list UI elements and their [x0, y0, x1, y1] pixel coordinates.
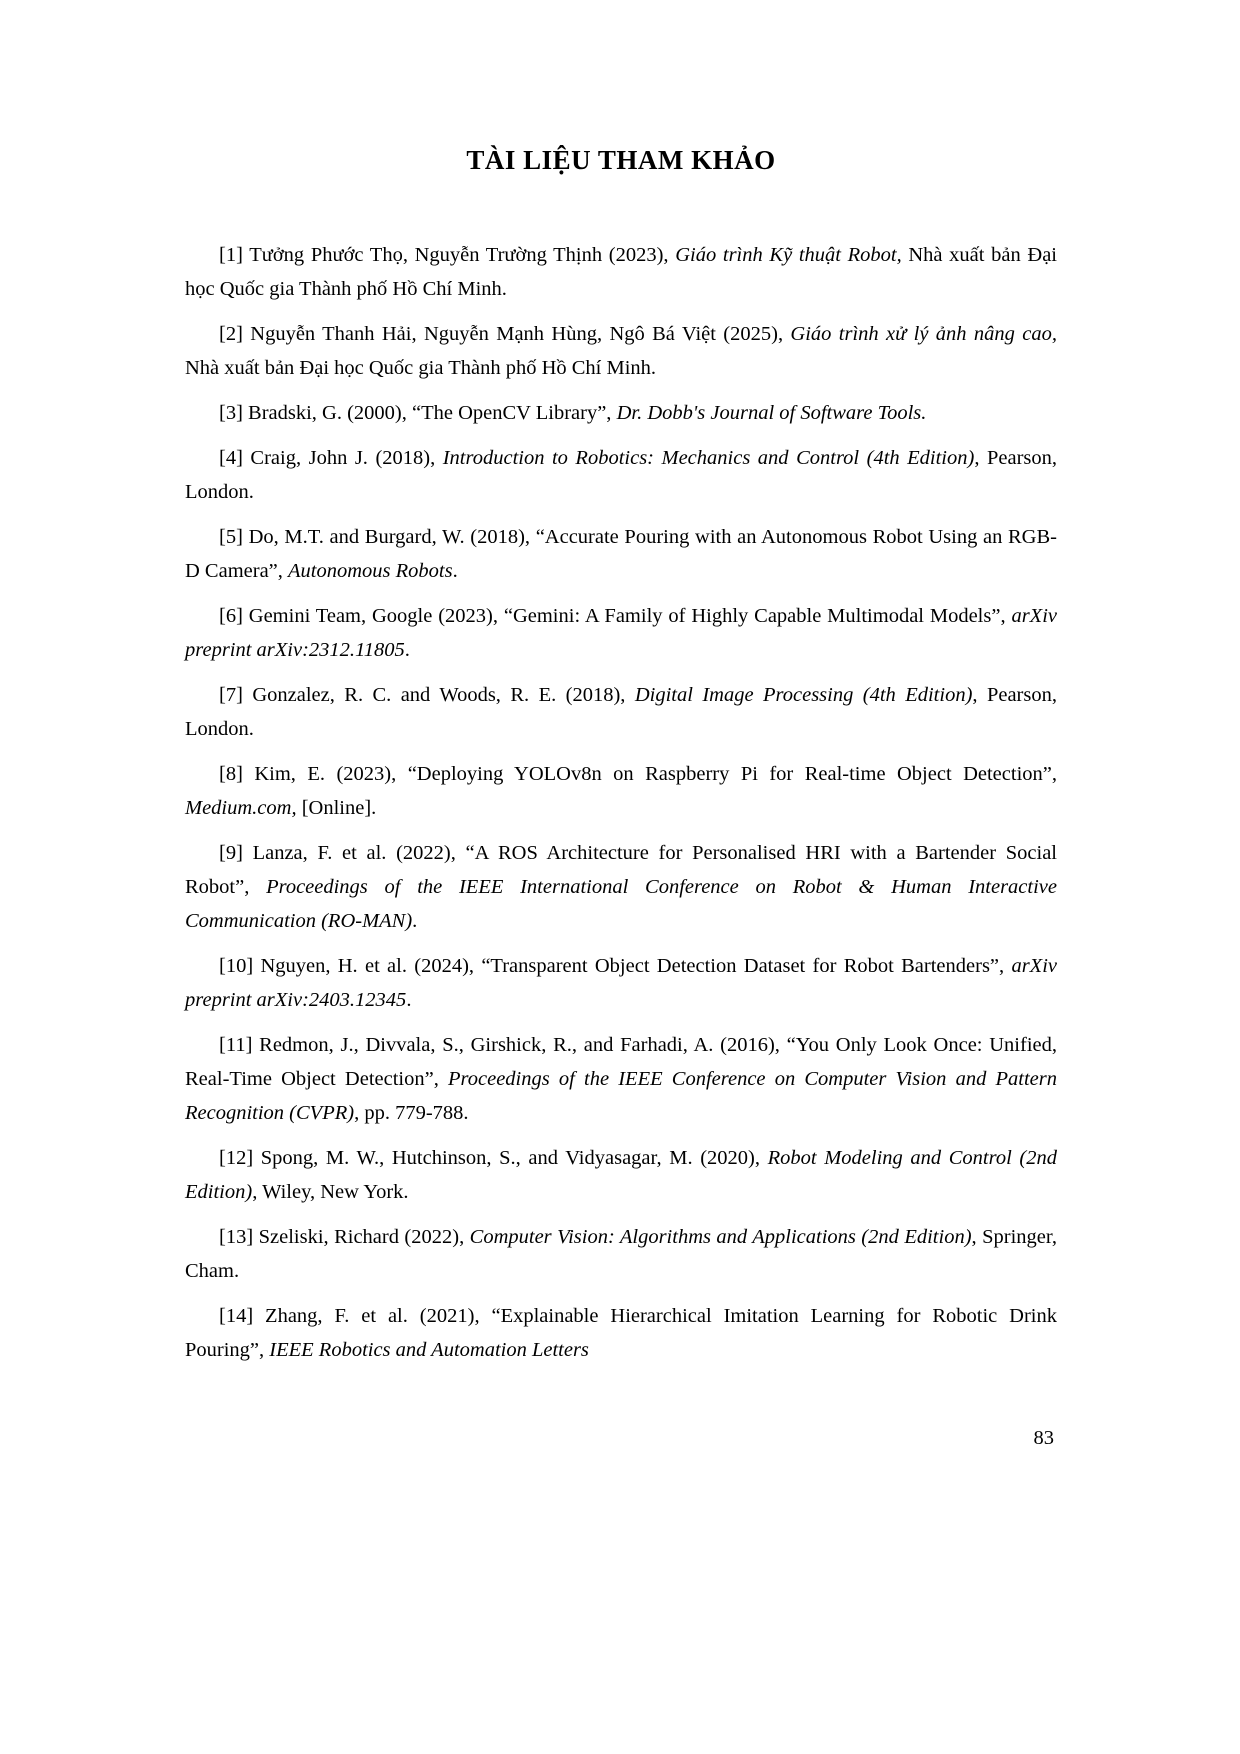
reference-work-title: Medium.com,: [185, 797, 297, 819]
reference-text: , Wiley, New York.: [252, 1181, 409, 1203]
page-title: TÀI LIỆU THAM KHẢO: [466, 145, 776, 175]
reference-text: Nhà xuất bản Đại học Quốc gia Thành phố Hồ Chí Minh.: [185, 244, 1057, 300]
reference-work-title: arXiv preprint arXiv:2312.11805: [185, 605, 1057, 661]
reference-text: [6] Gemini Team, Google (2023), “Gemini: A Family of Highly Capable Multimodal Models”,: [219, 605, 1012, 627]
reference-text: .: [404, 639, 410, 661]
reference-text: [14] Zhang, F. et al. (2021), “Explainable Hierarchical Imitation Learning for Robotic Drink Pouring”,: [185, 1305, 1057, 1361]
reference-work-title: Introduction to Robotics: Mechanics and Control (4th Edition): [442, 447, 975, 469]
reference-text: [10] Nguyen, H. et al. (2024), “Transparent Object Detection Dataset for Robot Bartenders”,: [219, 955, 1012, 977]
reference-text: [1] Tưởng Phước Thọ, Nguyễn Trường Thịnh (2023),: [219, 244, 676, 266]
reference-work-title: arXiv preprint arXiv:2403.12345: [185, 955, 1057, 1011]
reference-text: [3] Bradski, G. (2000), “The OpenCV Library”,: [219, 402, 617, 424]
reference-item: [185, 599, 1057, 667]
reference-item: [185, 757, 1057, 825]
reference-work-title: Giáo trình xử lý ảnh nâng cao,: [790, 323, 1057, 345]
reference-text: [9] Lanza, F. et al. (2022), “A ROS Architecture for Personalised HRI with a Bartender Social Robot”,: [185, 842, 1057, 898]
reference-text: [12] Spong, M. W., Hutchinson, S., and Vidyasagar, M. (2020),: [219, 1147, 768, 1169]
reference-item: [185, 1220, 1057, 1288]
reference-item: [185, 1299, 1057, 1367]
reference-work-title: Proceedings of the IEEE International Conference on Robot & Human Interactive Communication (RO-MAN): [185, 876, 1057, 932]
reference-text: , Springer, Cham.: [185, 1226, 1058, 1282]
reference-text: [2] Nguyễn Thanh Hải, Nguyễn Mạnh Hùng, Ngô Bá Việt (2025),: [219, 323, 791, 345]
reference-item: [185, 1141, 1057, 1209]
reference-item: [185, 238, 1057, 306]
reference-item: [185, 949, 1057, 1017]
reference-work-title: Proceedings of the IEEE Conference on Computer Vision and Pattern Recognition (CVPR): [185, 1068, 1057, 1124]
reference-item: [185, 520, 1057, 588]
reference-item: [185, 836, 1057, 938]
reference-text: .: [412, 910, 418, 932]
reference-work-title: Dr. Dobb's Journal of Software Tools.: [616, 402, 927, 424]
reference-text: [13] Szeliski, Richard (2022),: [219, 1226, 470, 1248]
reference-item: [185, 396, 1057, 430]
reference-text: .: [452, 560, 458, 582]
reference-item: [185, 317, 1057, 385]
page-number: 83: [1033, 1427, 1054, 1449]
reference-work-title: IEEE Robotics and Automation Letters: [269, 1339, 589, 1361]
reference-text: , Pearson, London.: [185, 447, 1058, 503]
reference-text: , Pearson, London.: [185, 684, 1057, 740]
reference-text: [8] Kim, E. (2023), “Deploying YOLOv8n on Raspberry Pi for Real-time Object Detection”,: [219, 763, 1057, 785]
reference-work-title: Computer Vision: Algorithms and Applications (2nd Edition): [469, 1226, 972, 1248]
references-list: [185, 238, 1057, 1367]
reference-work-title: Digital Image Processing (4th Edition): [634, 684, 973, 706]
reference-text: [Online].: [296, 797, 377, 819]
reference-text: Nhà xuất bản Đại học Quốc gia Thành phố Hồ Chí Minh.: [185, 357, 657, 379]
reference-item: [185, 1028, 1057, 1130]
reference-text: .: [406, 989, 412, 1011]
reference-text: , pp. 779-788.: [354, 1102, 469, 1124]
reference-text: [4] Craig, John J. (2018),: [219, 447, 443, 469]
reference-item: [185, 441, 1057, 509]
reference-work-title: Giáo trình Kỹ thuật Robot,: [675, 244, 902, 266]
reference-text: [5] Do, M.T. and Burgard, W. (2018), “Accurate Pouring with an Autonomous Robot Using an RGB-D Camera”,: [185, 526, 1057, 582]
reference-item: [185, 678, 1057, 746]
reference-text: [11] Redmon, J., Divvala, S., Girshick, R., and Farhadi, A. (2016), “You Only Look Once: Unified, Real-Time Object Detection”,: [185, 1034, 1057, 1090]
reference-text: [7] Gonzalez, R. C. and Woods, R. E. (2018),: [219, 684, 635, 706]
reference-work-title: Robot Modeling and Control (2nd Edition): [185, 1147, 1057, 1203]
reference-work-title: Autonomous Robots: [288, 560, 453, 582]
